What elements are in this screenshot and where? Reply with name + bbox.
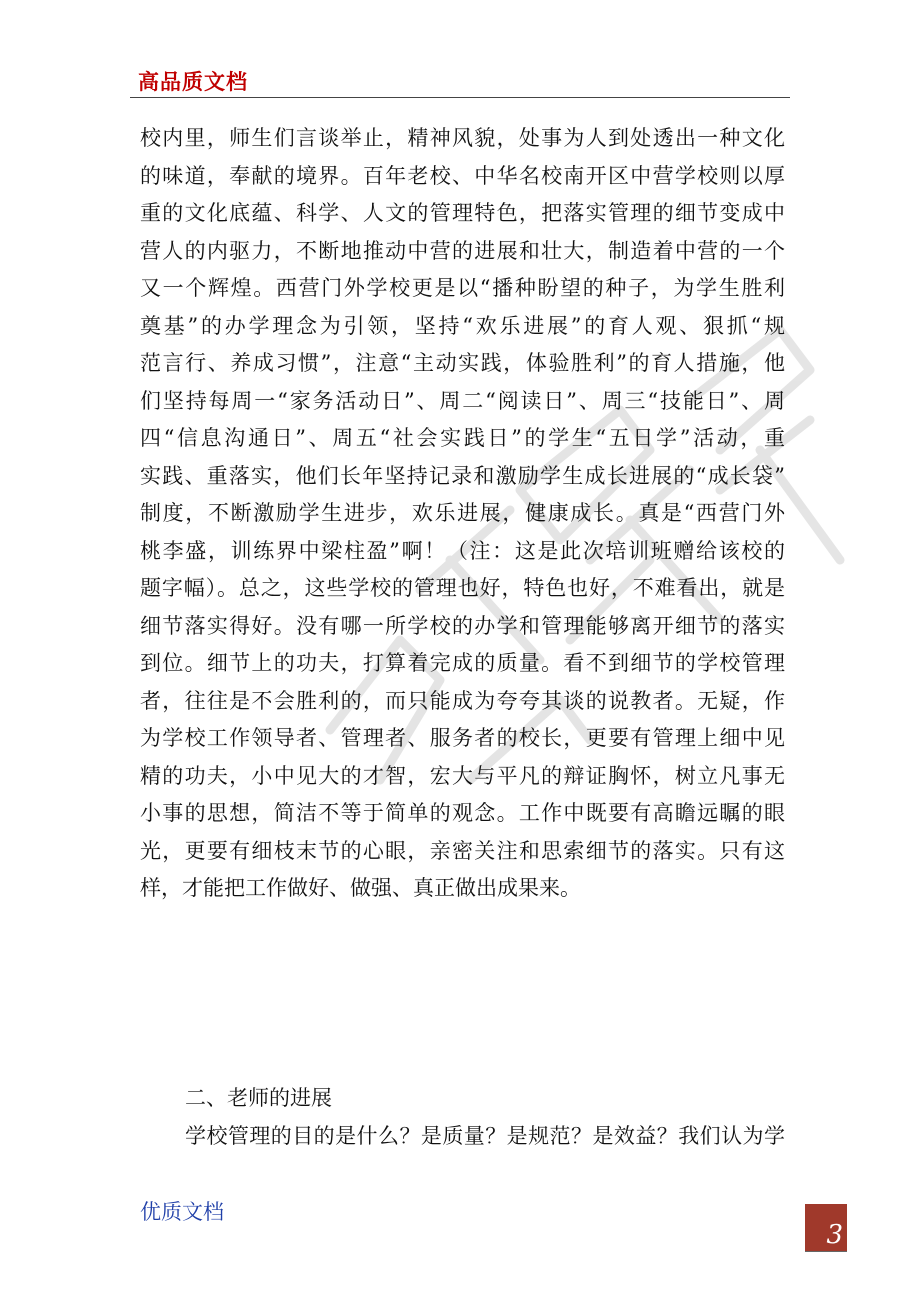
body-line: 又一个辉煌。西营门外学校更是以“播种盼望的种子，为学生胜利 <box>140 276 785 300</box>
body-text <box>140 120 785 908</box>
body-line: 桃李盛，训练界中梁柱盈”啊！（注：这是此次培训班赠给该校的 <box>140 538 785 563</box>
body-line: 重的文化底蕴、科学、人文的管理特色，把落实管理的细节变成中 <box>140 201 785 225</box>
body-line: 四“信息沟通日”、周五“社会实践日”的学生“五日学”活动，重 <box>140 426 785 450</box>
header-title: 高品质文档 <box>138 70 248 94</box>
body-line: 题字幅）。总之，这些学校的管理也好，特色也好，不难看出，就是 <box>140 576 785 600</box>
body-line: 实践、重落实，他们长年坚持记录和激励学生成长进展的“成长袋” <box>140 463 785 488</box>
body-line: 奠基”的办学理念为引领，坚持“欢乐进展”的育人观、狠抓“规 <box>140 313 785 338</box>
body-line: 精的功夫，小中见大的才智，宏大与平凡的辩证胸怀，树立凡事无 <box>140 763 785 788</box>
body-line: 到位。细节上的功夫，打算着完成的质量。看不到细节的学校管理 <box>140 651 785 675</box>
body-line: 小事的思想，简洁不等于简单的观念。工作中既要有高瞻远瞩的眼 <box>140 801 785 825</box>
body-line: 光，更要有细枝末节的心眼，亲密关注和思索细节的落实。只有这 <box>140 838 785 863</box>
body-line: 营人的内驱力，不断地推动中营的进展和壮大，制造着中营的一个 <box>140 238 785 263</box>
body-line: 范言行、养成习惯”，注意“主动实践，体验胜利”的育人措施，他 <box>140 351 785 375</box>
footer-title: 优质文档 <box>140 1200 224 1224</box>
page-number-badge <box>805 1204 847 1251</box>
body-line: 的味道，奉献的境界。百年老校、中华名校南开区中营学校则以厚 <box>140 163 785 188</box>
body-line: 样，才能把工作做好、做强、真正做出成果来。 <box>140 876 581 900</box>
body-line: 制度，不断激励学生进步，欢乐进展，健康成长。真是“西营门外 <box>140 501 785 525</box>
page-number: 3 <box>826 1220 843 1250</box>
body-line: 校内里，师生们言谈举止，精神风貌，处事为人到处透出一种文化 <box>140 126 785 150</box>
section-heading: 二、老师的进展 <box>185 1086 332 1110</box>
header-divider <box>130 97 790 98</box>
body-line: 为学校工作领导者、管理者、服务者的校长，更要有管理上细中见 <box>140 726 785 750</box>
section-first-line: 学校管理的目的是什么？是质量？是规范？是效益？我们认为学 <box>185 1124 785 1148</box>
body-line: 们坚持每周一“家务活动日”、周二“阅读日”、周三“技能日”、周 <box>140 388 785 413</box>
footer-divider <box>805 1251 847 1252</box>
body-line: 细节落实得好。没有哪一所学校的办学和管理能够离开细节的落实 <box>140 613 785 638</box>
body-line: 者，往往是不会胜利的，而只能成为夸夸其谈的说教者。无疑，作 <box>140 688 785 713</box>
